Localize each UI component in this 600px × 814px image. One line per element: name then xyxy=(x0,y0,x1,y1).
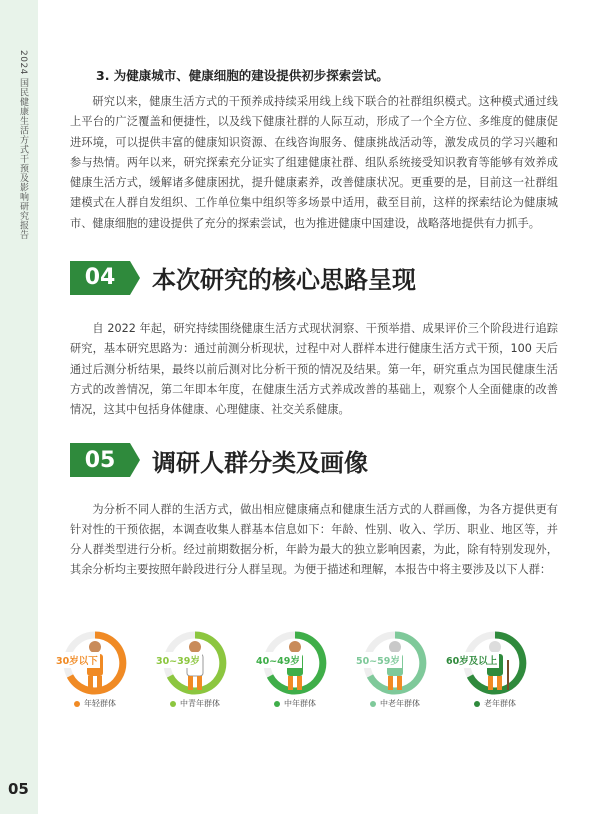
group-50-59 xyxy=(350,622,440,722)
group-caption xyxy=(150,698,240,709)
section-05-header xyxy=(70,443,558,478)
color-dot-icon xyxy=(274,701,280,707)
section-04-title: 本次研究的核心思路呈现 xyxy=(152,266,416,295)
color-dot-icon xyxy=(370,701,376,707)
color-dot-icon xyxy=(74,701,80,707)
group-30-39 xyxy=(150,622,240,722)
group-caption xyxy=(350,698,440,709)
section-04-header xyxy=(70,260,558,295)
group-name: 中年群体 xyxy=(284,699,316,708)
section-05-paragraph: 为分析不同人群的生活方式，做出相应健康痛点和健康生活方式的人群画像，为各方提供更有针对性的干预依据，本调查收集人群基本信息如下：年龄、性别、收入、学历、职业、地区等，并分人群类型进行分析。经过前期数据分析，年龄为最大的独立影响因素，为此，除有特别发现外，其余分析均主要按照年龄段进行分人群呈现。为便于描述和理解，本报告中将主要涉及以下人群： xyxy=(70,502,558,577)
group-under-30 xyxy=(50,622,140,722)
color-dot-icon xyxy=(474,701,480,707)
group-age-label: 40~49岁 xyxy=(254,652,302,668)
intro-paragraph: 研究以来，健康生活方式的干预养成持续采用线上线下联合的社群组织模式。这种模式通过线上平台的广泛覆盖和便捷性，以及线下健康社群的人际互动，形成了一个全方位、多维度的健康促进环境，可以提供丰富的健康知识资源、在线咨询服务、健康挑战活动等，激发成员的学习兴趣和参与热情。两年以来，研究探索充分证实了组建健康社群、组队系统接受知识教育等能够有效养成健康生活方式，缓解诸多健康困扰，提升健康素养，改善健康状况。更重要的是，目前这一社群组建模式在人群自发组织、工作单位集中组织等多场景中适用，截至目前，这样的探索结论为健康城市、健康细胞的建设提供了充分的探索尝试，也为推进健康中国建设，战略落地提供有力抓手。 xyxy=(70,95,558,230)
main-content xyxy=(70,66,558,581)
group-age-label: 30~39岁 xyxy=(154,652,202,668)
section-05-number: 05 xyxy=(70,443,130,477)
group-40-49 xyxy=(250,622,340,722)
color-dot-icon xyxy=(170,701,176,707)
group-age-label: 60岁及以上 xyxy=(444,652,499,668)
group-caption xyxy=(50,698,140,709)
sidebar xyxy=(0,0,38,814)
group-caption xyxy=(250,698,340,709)
group-age-label: 50~59岁 xyxy=(354,652,402,668)
group-name: 中老年群体 xyxy=(380,699,420,708)
group-name: 老年群体 xyxy=(484,699,516,708)
report-title-vertical: 2024 国民健康生活方式干预及影响研究报告 xyxy=(18,50,28,240)
group-caption xyxy=(450,698,540,709)
section-05-title: 调研人群分类及画像 xyxy=(152,448,368,477)
group-60-plus xyxy=(446,622,540,722)
group-name: 年轻群体 xyxy=(84,699,116,708)
intro-heading: 3. 为健康城市、健康细胞的建设提供初步探索尝试。 xyxy=(96,68,389,83)
population-groups xyxy=(50,622,550,722)
group-age-label: 30岁以下 xyxy=(54,652,100,668)
group-name: 中青年群体 xyxy=(180,699,220,708)
section-04-number: 04 xyxy=(70,261,130,295)
page-number: 05 xyxy=(8,780,29,798)
section-04-paragraph: 自 2022 年起，研究持续围绕健康生活方式现状洞察、干预举措、成果评价三个阶段进行追踪研究，基本研究思路为：通过前测分析现状，过程中对人群样本进行健康生活方式干预，100 天后通过后测分析结果，最终以前后测对比分析干预的情况及结果。第一年，研究重点为国民健康生活方式的改善情况，第二年即本年度，在健康生活方式养成改善的基础上，观察个人全面健康的改善情况，这其中包括身体健康、心理健康、社交关系健康。 xyxy=(70,322,558,417)
